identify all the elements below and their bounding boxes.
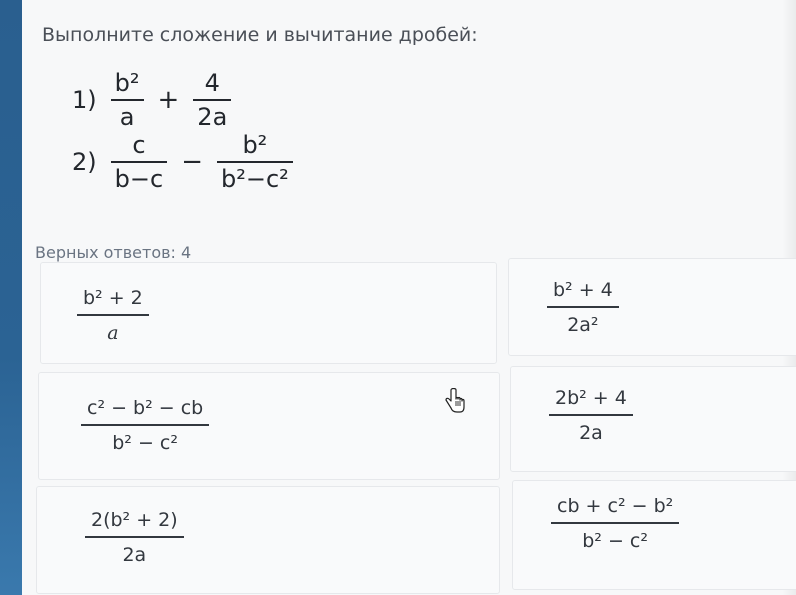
answer-denominator: 2a — [579, 421, 603, 444]
answer-fraction — [77, 287, 149, 344]
problem-2 — [72, 132, 297, 193]
answer-fraction — [549, 387, 633, 444]
answer-option-2[interactable] — [508, 258, 796, 356]
numerator: c — [132, 131, 146, 159]
numerator: 4 — [204, 69, 220, 97]
answer-option-5[interactable] — [36, 486, 500, 594]
hand-pointer-icon — [444, 388, 466, 414]
answer-numerator: b² + 4 — [553, 279, 613, 301]
answer-denominator: a — [107, 321, 119, 344]
operator: − — [181, 147, 203, 178]
answer-denominator: b² − c² — [112, 431, 178, 454]
problem-number: 2) — [72, 148, 97, 177]
answer-numerator: 2(b² + 2) — [91, 509, 178, 531]
answer-denominator: 2a² — [567, 313, 599, 336]
answer-numerator: c² − b² − cb — [87, 397, 204, 419]
answer-fraction — [551, 495, 679, 552]
problem-fraction — [111, 132, 168, 193]
denominator: b−c — [114, 165, 164, 194]
left-background-strip — [0, 0, 22, 595]
answer-option-6[interactable] — [512, 480, 796, 590]
answer-fraction — [85, 509, 184, 566]
answer-numerator: cb + c² − b² — [557, 495, 674, 517]
numerator: b² — [242, 131, 268, 159]
correct-answers-count: Верных ответов: 4 — [35, 243, 192, 262]
answer-fraction — [81, 397, 209, 454]
answer-denominator: b² − c² — [582, 529, 648, 552]
operator: + — [157, 85, 180, 116]
answer-fraction — [547, 279, 619, 336]
task-title: Выполните сложение и вычитание дробей: — [42, 24, 478, 46]
problem-fraction — [193, 70, 231, 131]
denominator: b²−c² — [220, 165, 289, 194]
answer-denominator: 2a — [122, 543, 147, 566]
problem-fraction — [111, 70, 144, 131]
answer-numerator: 2b² + 4 — [555, 387, 627, 409]
denominator: a — [119, 103, 135, 132]
answer-option-4[interactable] — [510, 366, 796, 472]
answer-numerator: b² + 2 — [83, 287, 143, 309]
problem-fraction — [217, 132, 293, 193]
problem-1 — [72, 70, 235, 131]
answer-option-1[interactable] — [40, 262, 497, 364]
numerator: b² — [114, 69, 140, 97]
denominator: 2a — [197, 103, 228, 132]
problem-number: 1) — [72, 86, 97, 115]
answer-option-3[interactable] — [38, 372, 500, 480]
